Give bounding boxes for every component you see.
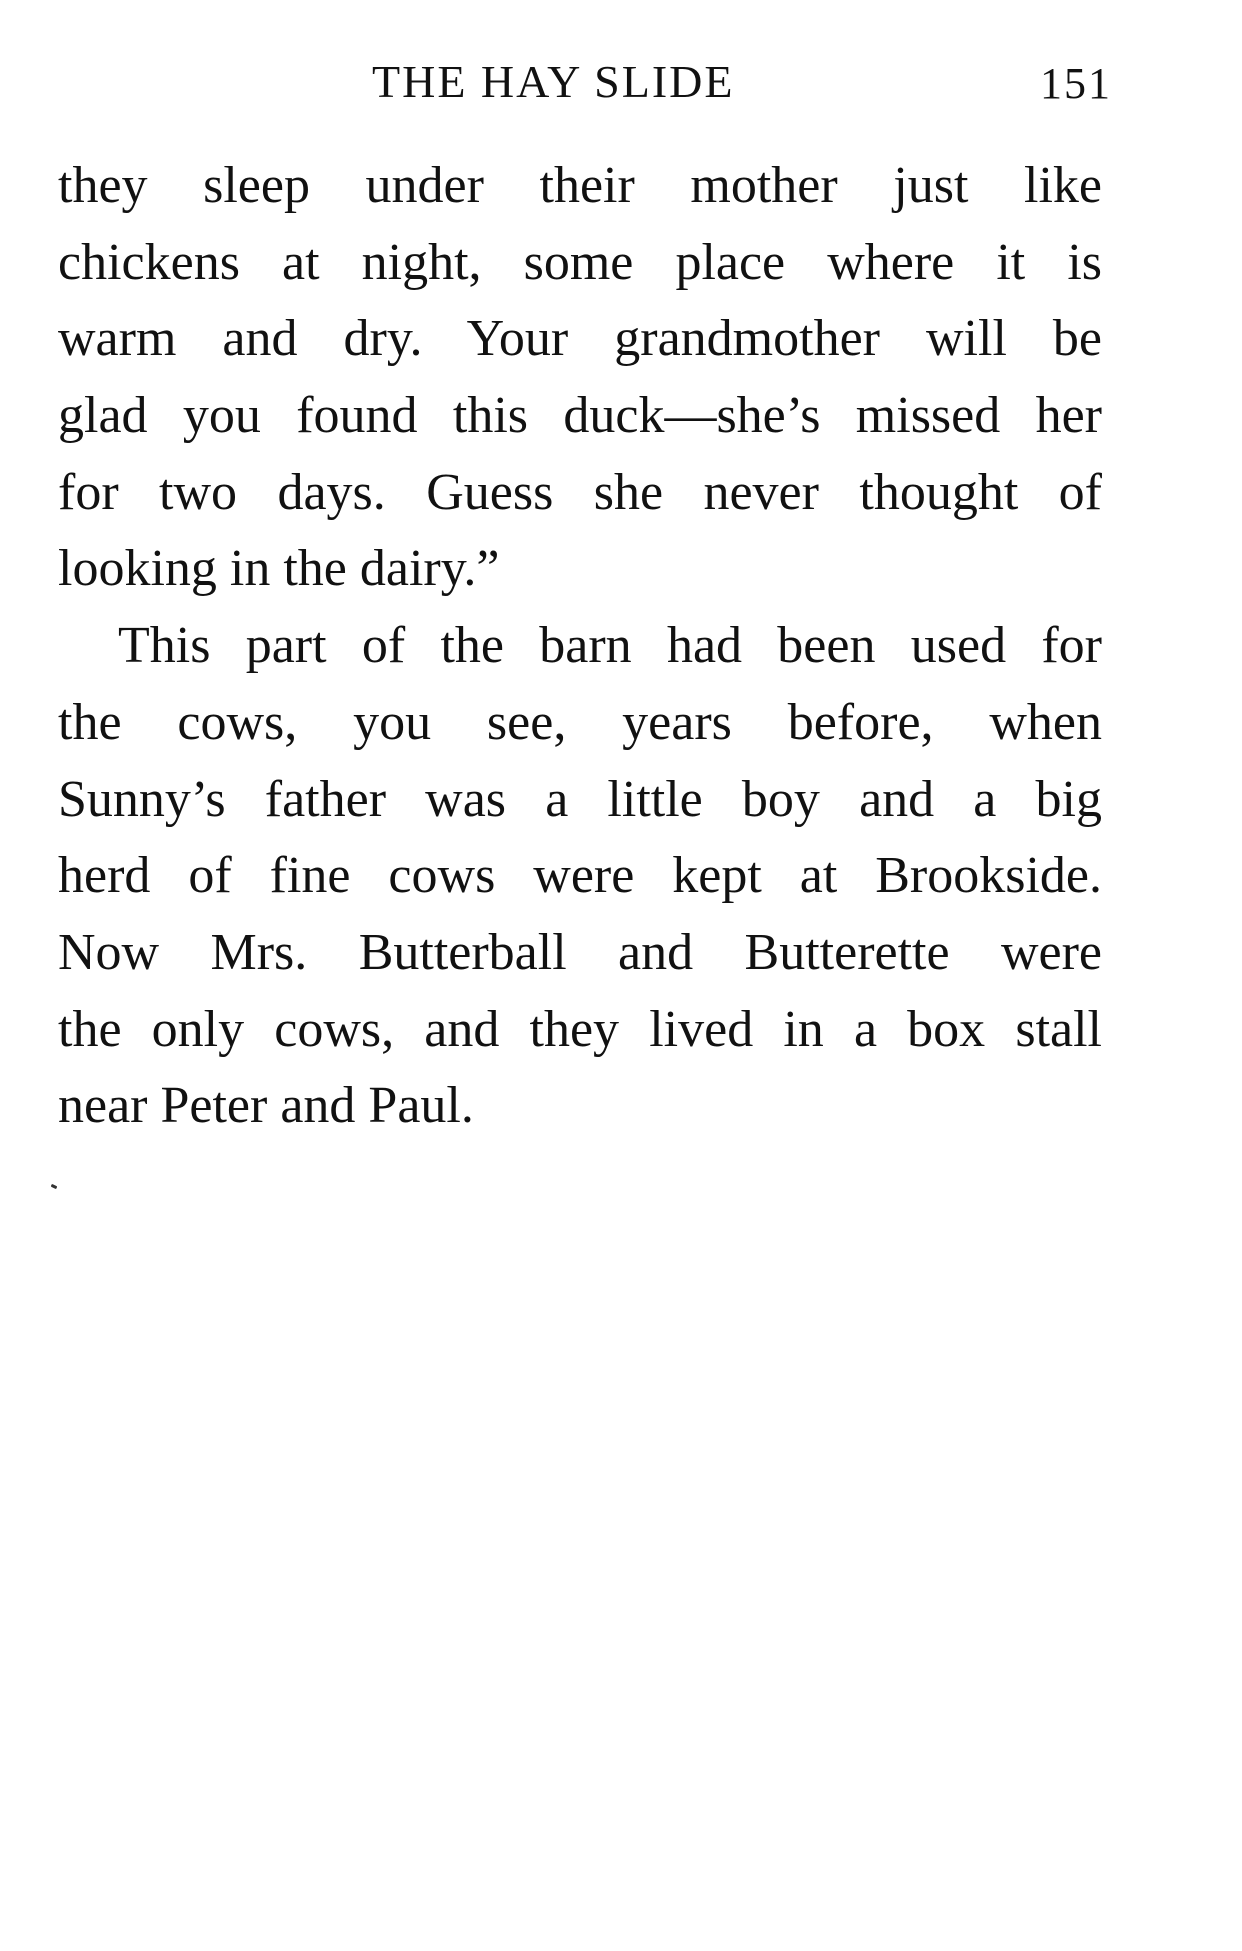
text-line: looking in the dairy.” — [58, 540, 500, 598]
running-head — [0, 52, 1242, 112]
body-text — [58, 148, 1102, 1145]
text-line: chickens at night, some place where it is — [58, 233, 1102, 291]
page-number: 151 — [1040, 59, 1112, 108]
text-line: herd of fine cows were kept at Brookside. — [58, 847, 1102, 905]
text-line: near Peter and Paul. — [58, 1077, 474, 1135]
text-line: for two days. Guess she never thought of — [58, 463, 1102, 521]
text-line: they sleep under their mother just like — [58, 157, 1102, 214]
text-line: This part of the barn had been used for — [118, 617, 1102, 675]
paragraph — [58, 148, 1102, 608]
text-line: glad you found this duck—she’s missed her — [58, 387, 1102, 445]
ink-speck — [51, 1184, 58, 1189]
text-line: Now Mrs. Butterball and Butterette were — [58, 923, 1102, 981]
text-line: the cows, you see, years before, when — [58, 693, 1102, 751]
paragraph — [58, 608, 1102, 1145]
text-line: warm and dry. Your grandmother will be — [58, 310, 1102, 368]
text-line: the only cows, and they lived in a box stall — [58, 1000, 1102, 1058]
running-title: THE HAY SLIDE — [372, 56, 735, 107]
text-line: Sunny’s father was a little boy and a big — [58, 770, 1102, 828]
